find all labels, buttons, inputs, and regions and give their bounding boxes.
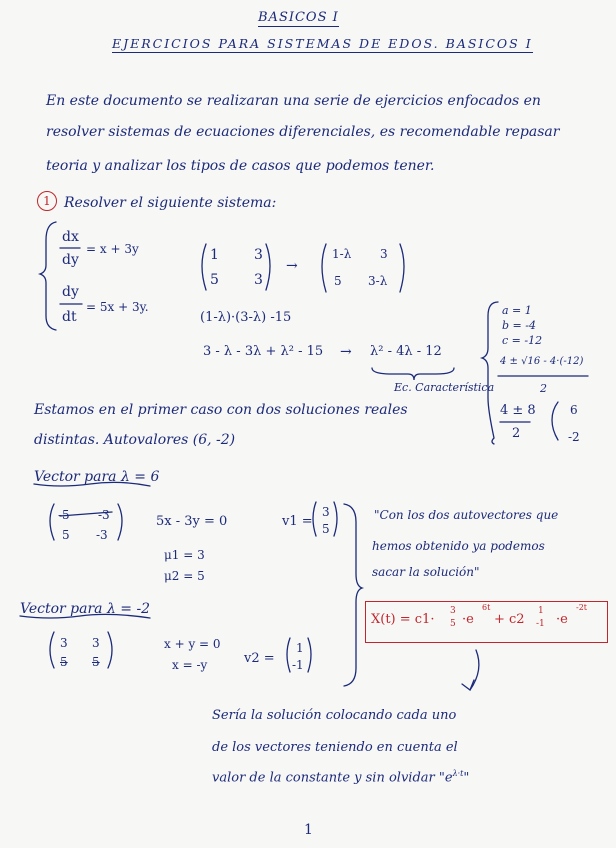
page-number: 1 — [304, 822, 313, 838]
quad-formula-den: 2 — [540, 382, 547, 395]
eq2-lhs-den: dt — [62, 309, 77, 325]
vector6-title: Vector para λ = 6 — [34, 469, 160, 485]
vec6-matrix-paren-left — [50, 504, 54, 540]
quad-result-num: 4 ± 8 — [500, 403, 536, 418]
matrix-a-11: 1 — [210, 247, 219, 263]
vector-neg2-title: Vector para λ = -2 — [20, 601, 151, 617]
eq2-rhs: = 5x + 3y. — [86, 300, 149, 314]
vecn2-matrix-12: 3 — [92, 636, 100, 650]
vecn2-matrix-paren-right — [108, 632, 112, 668]
vecn2-vector-paren-right — [308, 638, 311, 672]
vec6-matrix-paren-right — [118, 504, 122, 540]
characteristic-caption: Ec. Característica — [394, 381, 495, 394]
note-line-3: sacar la solución" — [372, 565, 480, 579]
eigenvector-brace — [344, 504, 362, 686]
vecn2-equation-2: x = -y — [172, 658, 208, 672]
characteristic-underbrace — [372, 368, 454, 380]
closing-superscript: λ·t — [452, 769, 464, 778]
characteristic-equation: λ² - 4λ - 12 — [370, 344, 442, 359]
matrix-a-12: 3 — [254, 247, 263, 263]
exercise-number: 1 — [43, 194, 51, 208]
solution-exp1: ·e — [462, 612, 474, 627]
system-brace — [40, 222, 56, 330]
quad-roots-brace — [552, 402, 558, 440]
vec6-title-underline — [34, 482, 150, 486]
small-title: BASICOS I — [258, 10, 339, 25]
vecn2-matrix-paren-left — [50, 632, 54, 668]
vecn2-matrix-22: 5 — [92, 655, 100, 669]
vecn2-title-underline — [20, 614, 150, 618]
matrix-b-22: 3-λ — [368, 274, 388, 288]
matrix-b-paren-left — [322, 244, 326, 292]
closing-arrow — [470, 650, 479, 690]
vecn2-matrix-21: 5 — [60, 655, 68, 669]
vec6-mu1: μ1 = 3 — [164, 548, 205, 562]
matrix-a-22: 3 — [254, 272, 263, 288]
eq1-lhs-num: dx — [62, 229, 79, 245]
solution-v1-top: 3 — [450, 606, 456, 616]
quad-root-1: 6 — [570, 403, 578, 417]
matrix-a-paren-left — [202, 244, 206, 290]
intro-line-2: resolver sistemas de ecuaciones diferenciales, es recomendable repasar — [46, 124, 560, 140]
vecn2-component-2: -1 — [292, 658, 304, 672]
vec6-vector-paren-right — [334, 502, 337, 536]
vec6-matrix-11: -5 — [58, 508, 70, 522]
solution-v2-top: 1 — [538, 606, 544, 616]
determinant-line-2: 3 - λ - 3λ + λ² - 15 — [203, 344, 324, 359]
vecn2-equation-1: x + y = 0 — [164, 637, 221, 651]
vec6-matrix-12: -3 — [98, 508, 110, 522]
vec6-matrix-22: -3 — [96, 528, 108, 542]
solution-v2-bottom: -1 — [536, 619, 545, 629]
exercise-statement: Resolver el siguiente sistema: — [64, 195, 277, 211]
vecn2-component-1: 1 — [296, 641, 304, 655]
quad-c: c = -12 — [502, 334, 543, 347]
eq1-rhs: = x + 3y — [86, 242, 139, 256]
determinant-line-1: (1-λ)·(3-λ) -15 — [200, 310, 292, 325]
vec6-equation: 5x - 3y = 0 — [156, 514, 228, 529]
solution-v1-bottom: 5 — [450, 619, 456, 629]
quad-result-den: 2 — [512, 426, 521, 441]
solution-exp1-sup: 6t — [482, 603, 491, 612]
matrix-b-21: 5 — [334, 274, 342, 288]
vec6-label: v1 = — [282, 514, 313, 529]
matrix-b-paren-right — [400, 244, 404, 292]
vec6-vector-paren-left — [313, 502, 316, 536]
note-line-1: "Con los dos autovectores que — [374, 508, 559, 522]
quad-b: b = -4 — [502, 319, 536, 332]
closing-line-2: de los vectores teniendo en cuenta el — [212, 740, 458, 755]
note-line-2: hemos obtenido ya podemos — [372, 539, 545, 553]
eq1-lhs-den: dy — [62, 252, 79, 268]
determinant-arrow: → — [340, 344, 352, 360]
vec6-strike — [60, 512, 112, 516]
solution-lhs: X(t) = c1· — [371, 612, 435, 627]
vec6-component-2: 5 — [322, 522, 330, 536]
intro-line-1: En este documento se realizaran una serie de ejercicios enfocados en — [46, 93, 541, 109]
vecn2-label: v2 = — [244, 651, 275, 666]
vecn2-matrix-11: 3 — [60, 636, 68, 650]
vec6-mu2: μ2 = 5 — [164, 569, 205, 583]
matrix-a-paren-right — [266, 244, 270, 290]
matrix-b-11: 1-λ — [332, 247, 352, 261]
solution-exp2-sup: -2t — [576, 603, 588, 612]
solution-exp2: ·e — [556, 612, 568, 627]
vec6-component-1: 3 — [322, 505, 330, 519]
closing-arrowhead — [462, 680, 474, 690]
matrix-a-21: 5 — [210, 272, 219, 288]
closing-line-3-end: " — [463, 770, 470, 786]
intro-line-3: teoria y analizar los tipos de casos que podemos tener. — [46, 158, 435, 174]
case-line-1: Estamos en el primer caso con dos soluciones reales — [34, 402, 408, 418]
closing-line-1: Sería la solución colocando cada uno — [212, 708, 457, 723]
eq2-lhs-num: dy — [62, 284, 79, 300]
quad-a: a = 1 — [502, 304, 532, 317]
quad-root-2: -2 — [568, 430, 580, 444]
quadratic-brace — [482, 302, 498, 444]
vec6-matrix-21: 5 — [62, 528, 70, 542]
vecn2-vector-paren-left — [287, 638, 290, 672]
closing-line-3-text: valor de la constante y sin olvidar "e — [212, 770, 453, 786]
case-line-2: distintas. Autovalores (6, -2) — [34, 432, 236, 448]
matrix-arrow: → — [286, 258, 298, 274]
main-title: EJERCICIOS PARA SISTEMAS DE EDOS. BASICOS I — [112, 36, 533, 51]
matrix-b-12: 3 — [380, 247, 388, 261]
quad-formula-num: 4 ± √16 - 4·(-12) — [500, 356, 584, 367]
solution-mid: + c2 — [494, 612, 525, 627]
